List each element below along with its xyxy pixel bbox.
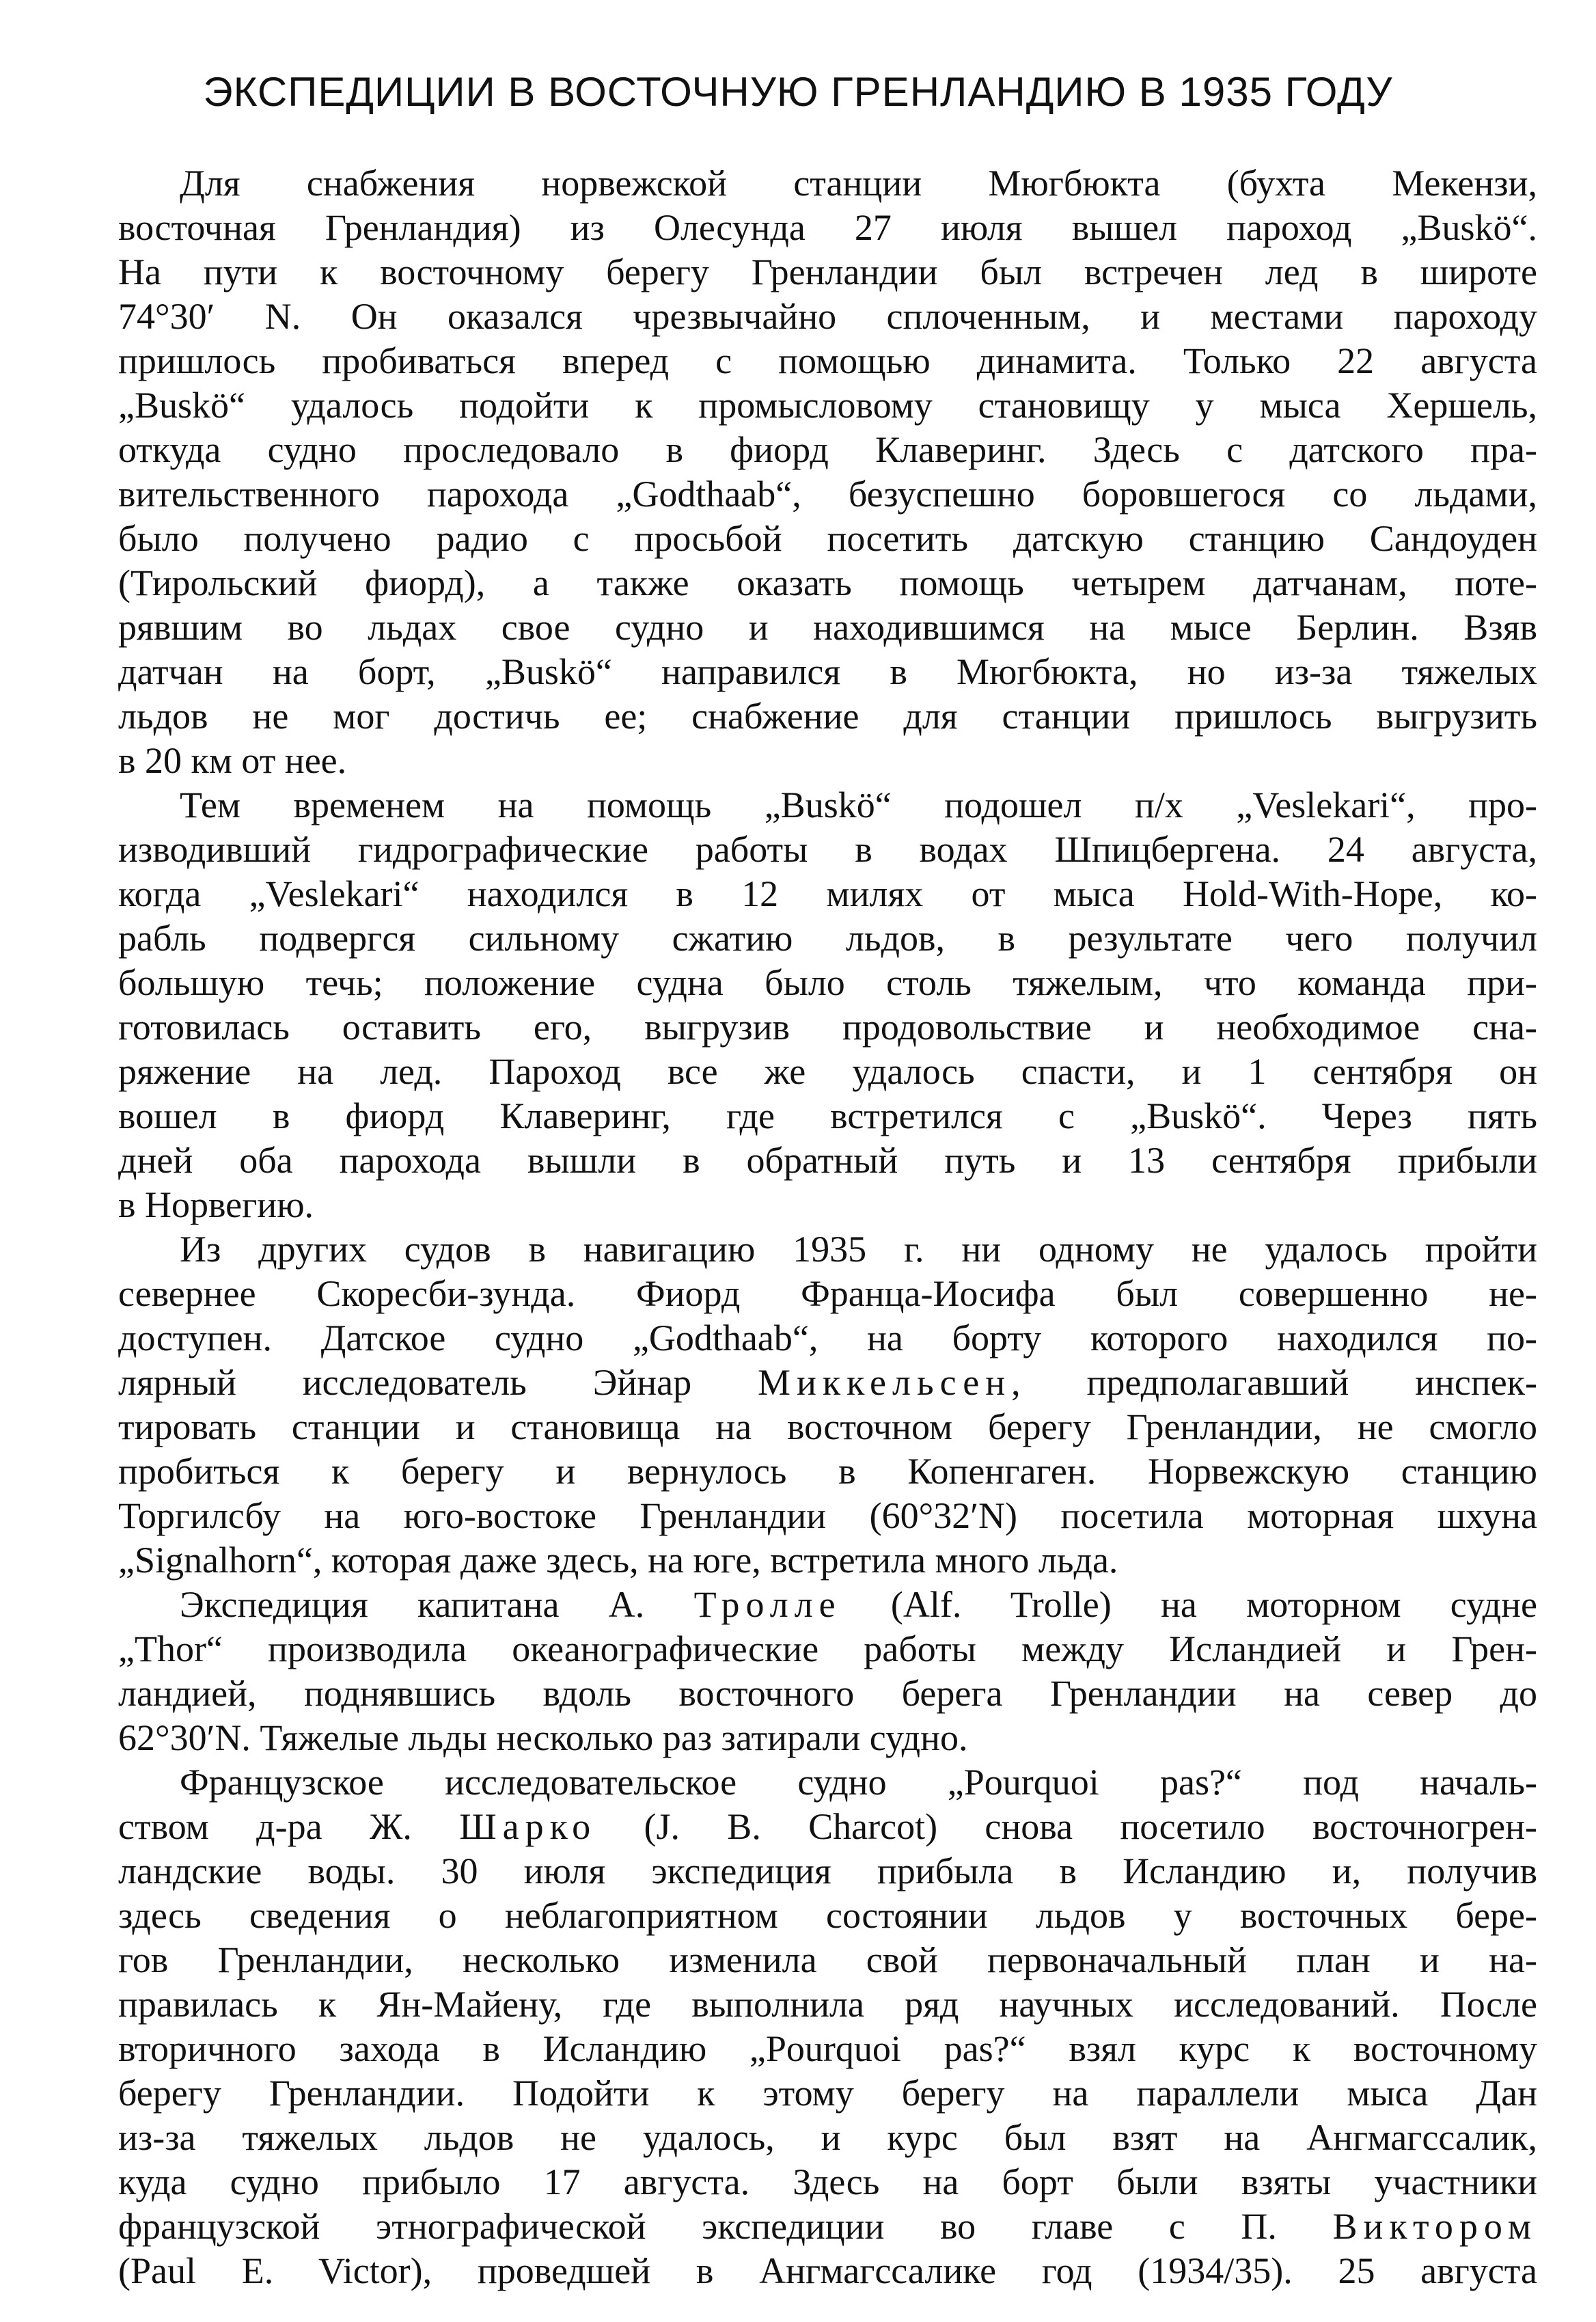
text-line (118, 1227, 1537, 1272)
text-segment: рабль подвергся сильному сжатию льдов, в результате чего получил (118, 918, 1537, 959)
text-segment: тировать станции и становища на восточном берегу Гренландии, не смогло (118, 1406, 1537, 1447)
text-segment: льдов не мог достичь ее; снабжение для станции пришлось выгрузить (118, 696, 1537, 737)
text-segment: когда „Veslekari“ находился в 12 милях от мыса Hold-With-Hope, ко- (118, 873, 1537, 914)
text-line (118, 517, 1537, 561)
text-segment: Французское исследовательское судно „Pourquoi pas?“ под началь- (180, 1762, 1537, 1803)
text-segment: , предполагавший инспек- (1011, 1362, 1537, 1403)
text-line (118, 339, 1537, 383)
text-line (118, 2160, 1537, 2204)
text-segment: восточная Гренландия) из Олесунда 27 июля вышел пароход „Buskö“. (118, 207, 1537, 248)
text-segment: 62°30′N. Тяжелые льды несколько раз затирали судно. (118, 1717, 968, 1758)
text-segment: лярный исследователь Эйнар (118, 1362, 758, 1403)
text-segment: вительственного парохода „Godthaab“, безуспешно боровшегося со льдами, (118, 474, 1537, 515)
text-segment: готовилась оставить его, выгрузив продовольствие и необходимое сна- (118, 1007, 1537, 1048)
text-line (118, 828, 1537, 872)
text-segment: берегу Гренландии. Подойти к этому берегу на параллели мыса Дан (118, 2073, 1537, 2114)
text-segment: ландские воды. 30 июля экспедиция прибыла в Исландию и, получив (118, 1850, 1537, 1891)
text-line (118, 1361, 1537, 1405)
text-segment: датчан на борт, „Buskö“ направился в Мюгбюкта, но из-за тяжелых (118, 651, 1537, 692)
text-line (118, 561, 1537, 605)
text-line (118, 1183, 1537, 1227)
text-segment: „Signalhorn“, которая даже здесь, на юге, встретила много льда. (118, 1540, 1118, 1581)
text-line (118, 161, 1537, 206)
text-line (118, 1494, 1537, 1538)
text-segment: куда судно прибыло 17 августа. Здесь на борт были взяты участники (118, 2161, 1537, 2202)
spaced-name: Миккельсен (758, 1362, 1012, 1403)
text-segment: (J. B. Charcot) снова посетило восточногрен- (596, 1806, 1537, 1847)
text-line (118, 1938, 1537, 1982)
spaced-name: Тролле (693, 1584, 842, 1625)
text-line (118, 783, 1537, 828)
text-line (118, 1583, 1537, 1627)
text-line (118, 2204, 1537, 2249)
spaced-name: Виктором (1332, 2206, 1537, 2247)
text-line (118, 1449, 1537, 1494)
text-line (118, 1627, 1537, 1671)
text-line (118, 383, 1537, 428)
text-line (118, 1849, 1537, 1894)
text-segment: из-за тяжелых льдов не удалось, и курс был взят на Ангмагссалик, (118, 2117, 1537, 2158)
text-segment: откуда судно проследовало в фиорд Клаверинг. Здесь с датского пра- (118, 429, 1537, 470)
text-segment: ряжение на лед. Пароход все же удалось спасти, и 1 сентября он (118, 1051, 1537, 1092)
text-segment: правилась к Ян-Майену, где выполнила ряд научных исследований. После (118, 1984, 1537, 2025)
text-line (118, 1805, 1537, 1849)
text-segment: Для снабжения норвежской станции Мюгбюкта (бухта Мекензи, (180, 163, 1537, 204)
text-segment: Тем временем на помощь „Buskö“ подошел п/х „Veslekari“, про- (180, 784, 1537, 825)
text-segment: французской этнографической экспедиции во главе с П. (118, 2206, 1333, 2247)
text-segment: На пути к восточному берегу Гренландии был встречен лед в широте (118, 251, 1537, 292)
text-line (118, 2116, 1537, 2160)
text-line (118, 1316, 1537, 1361)
text-line (118, 1760, 1537, 1805)
text-line (118, 650, 1537, 694)
text-segment: 74°30′ N. Он оказался чрезвычайно сплоченным, и местами пароходу (118, 296, 1537, 337)
text-line (118, 1005, 1537, 1050)
text-segment: было получено радио с просьбой посетить датскую станцию Сандоуден (118, 518, 1537, 559)
spaced-name: Шарко (459, 1806, 597, 1847)
article-body (118, 161, 1537, 2293)
text-line (118, 961, 1537, 1005)
text-line (118, 1894, 1537, 1938)
text-line (118, 1272, 1537, 1316)
text-line (118, 295, 1537, 339)
text-segment: ством д-ра Ж. (118, 1806, 460, 1847)
text-segment: рявшим во льдах свое судно и находившимся на мысе Берлин. Взяв (118, 607, 1537, 648)
text-segment: Торгилсбу на юго-востоке Гренландии (60°32′N) посетила моторная шхуна (118, 1495, 1537, 1536)
text-line (118, 1050, 1537, 1094)
text-line (118, 1982, 1537, 2027)
text-segment: большую течь; положение судна было столь тяжелым, что команда при- (118, 962, 1537, 1003)
text-segment: гов Гренландии, несколько изменила свой первоначальный план и на- (118, 1939, 1537, 1980)
text-segment: (Alf. Trolle) на моторном судне (841, 1584, 1537, 1625)
text-segment: вошел в фиорд Клаверинг, где встретился с „Buskö“. Через пять (118, 1095, 1537, 1136)
text-line (118, 739, 1537, 783)
text-segment: изводивший гидрографические работы в водах Шпицбергена. 24 августа, (118, 829, 1537, 870)
text-segment: доступен. Датское судно „Godthaab“, на борту которого находился по- (118, 1317, 1537, 1358)
text-segment: здесь сведения о неблагоприятном состоянии льдов у восточных бере- (118, 1895, 1537, 1936)
text-segment: севернее Скоресби-зунда. Фиорд Франца-Иосифа был совершенно не- (118, 1273, 1537, 1314)
text-line (118, 1716, 1537, 1760)
text-segment: Экспедиция капитана А. (180, 1584, 694, 1625)
text-segment: в Норвегию. (118, 1184, 314, 1225)
text-line (118, 605, 1537, 650)
text-line (118, 1094, 1537, 1138)
text-segment: (Paul E. Victor), проведшей в Ангмагссалике год (1934/35). 25 августа (118, 2250, 1537, 2291)
text-line (118, 250, 1537, 295)
text-line (118, 2071, 1537, 2116)
text-line (118, 472, 1537, 517)
text-line (118, 1405, 1537, 1449)
text-line (118, 694, 1537, 739)
text-line (118, 916, 1537, 961)
text-line (118, 2249, 1537, 2293)
text-segment: дней оба парохода вышли в обратный путь и 13 сентября прибыли (118, 1140, 1537, 1181)
text-segment: в 20 км от нее. (118, 740, 347, 781)
text-segment: пришлось пробиваться вперед с помощью динамита. Только 22 августа (118, 340, 1537, 381)
text-line (118, 206, 1537, 250)
text-segment: вторичного захода в Исландию „Pourquoi pas?“ взял курс к восточному (118, 2028, 1537, 2069)
text-line (118, 1138, 1537, 1183)
text-line (118, 872, 1537, 916)
text-line (118, 1671, 1537, 1716)
text-segment: ландией, поднявшись вдоль восточного берега Гренландии на север до (118, 1673, 1537, 1714)
page-title: ЭКСПЕДИЦИИ В ВОСТОЧНУЮ ГРЕНЛАНДИЮ В 1935 ГОДУ (203, 69, 1393, 115)
text-line (118, 2027, 1537, 2071)
text-line (118, 428, 1537, 472)
text-segment: (Тирольский фиорд), а также оказать помощь четырем датчанам, поте- (118, 562, 1537, 603)
text-segment: „Buskö“ удалось подойти к промысловому становищу у мыса Хершель, (118, 385, 1537, 426)
text-segment: пробиться к берегу и вернулось в Копенгаген. Норвежскую станцию (118, 1451, 1537, 1492)
text-segment: Из других судов в навигацию 1935 г. ни одному не удалось пройти (180, 1229, 1537, 1270)
text-line (118, 1538, 1537, 1583)
text-segment: „Thor“ производила океанографические работы между Исландией и Грен- (118, 1628, 1537, 1669)
